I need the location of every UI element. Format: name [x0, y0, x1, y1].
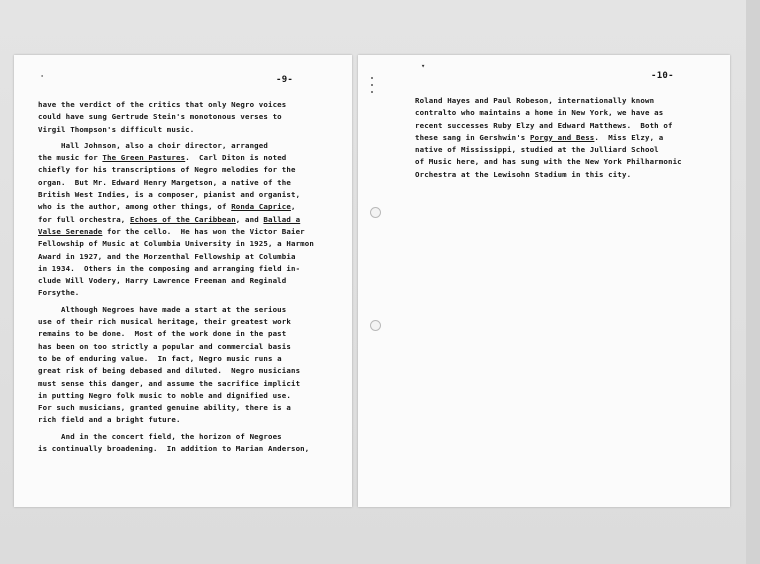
text-line: Valse Serenade for the cello. He has won the Victor Baier [38, 226, 305, 236]
right-page [358, 55, 730, 507]
text-line: Award in 1927, and the Morzenthal Fellowship at Columbia [38, 251, 296, 261]
text-line: the music for The Green Pastures. Carl Diton is noted [38, 153, 287, 163]
margin-mark: ▾ [421, 62, 426, 70]
text-line: could have sung Gertrude Stein's monotonous verses to [38, 112, 282, 122]
text-line: of Music here, and has sung with the New York Philharmonic [415, 157, 682, 167]
text-line: Orchestra at the Lewisohn Stadium in this city. [415, 169, 632, 179]
text-line: Fellowship of Music at Columbia University in 1925, a Harmon [38, 239, 314, 249]
text-line: to be of enduring value. In fact, Negro music runs a [38, 353, 282, 363]
page-number-left: -9- [276, 75, 294, 85]
text-line: clude Will Vodery, Harry Lawrence Freeman and Reginald [38, 276, 287, 286]
text-line: Roland Hayes and Paul Robeson, internationally known [415, 96, 655, 105]
left-page [14, 55, 352, 507]
text-line: for full orchestra, Echoes of the Caribbean, and Ballad a [38, 214, 301, 224]
text-line: And in the concert field, the horizon of Negroes [38, 431, 282, 441]
text-line: recent successes Ruby Elzy and Edward Matthews. Both of [415, 120, 673, 130]
text-line: native of Mississippi, studied at the Julliard School [415, 145, 659, 155]
scan-edge [746, 0, 760, 564]
text-line: British West Indies, is a composer, pianist and organist, [38, 190, 301, 200]
text-line: have the verdict of the critics that only Negro voices [38, 100, 287, 109]
text-line: chiefly for his transcriptions of Negro melodies for the [38, 165, 296, 175]
text-line: contralto who maintains a home in New York, we have as [415, 108, 664, 118]
text-line: must sense this danger, and assume the sacrifice implicit [38, 378, 301, 388]
text-line: remains to be done. Most of the work done in the past [38, 329, 287, 339]
text-line: who is the author, among other things, of Ronda Caprice, [38, 202, 296, 212]
text-line: Although Negroes have made a start at the serious [38, 304, 287, 314]
text-line: in 1934. Others in the composing and arranging field in- [38, 263, 301, 273]
text-line: For such musicians, granted genuine ability, there is a [38, 403, 291, 413]
margin-mark: ' [40, 74, 45, 82]
text-line: in putting Negro folk music to noble and dignified use. [38, 390, 291, 400]
text-line: Virgil Thompson's difficult music. [38, 124, 195, 134]
text-line: Hall Johnson, also a choir director, arranged [38, 140, 268, 150]
punch-hole-bottom [370, 320, 381, 331]
page-number-right: -10- [651, 71, 674, 81]
text-line: rich field and a bright future. [38, 415, 181, 425]
text-line: Forsythe. [38, 288, 80, 298]
text-line: great risk of being debased and diluted. Negro musicians [38, 366, 301, 376]
margin-dots [371, 77, 373, 98]
left-page-text [38, 99, 344, 455]
text-line: has been on too strictly a popular and commercial basis [38, 341, 291, 351]
punch-hole-top [370, 207, 381, 218]
text-line: is continually broadening. In addition to Marian Anderson, [38, 444, 310, 454]
text-line: these sang in Gershwin's Porgy and Bess. Miss Elzy, a [415, 132, 664, 142]
text-line: use of their rich musical heritage, their greatest work [38, 317, 291, 327]
text-line: organ. But Mr. Edward Henry Margetson, a native of the [38, 177, 291, 187]
right-page-text [415, 95, 715, 181]
